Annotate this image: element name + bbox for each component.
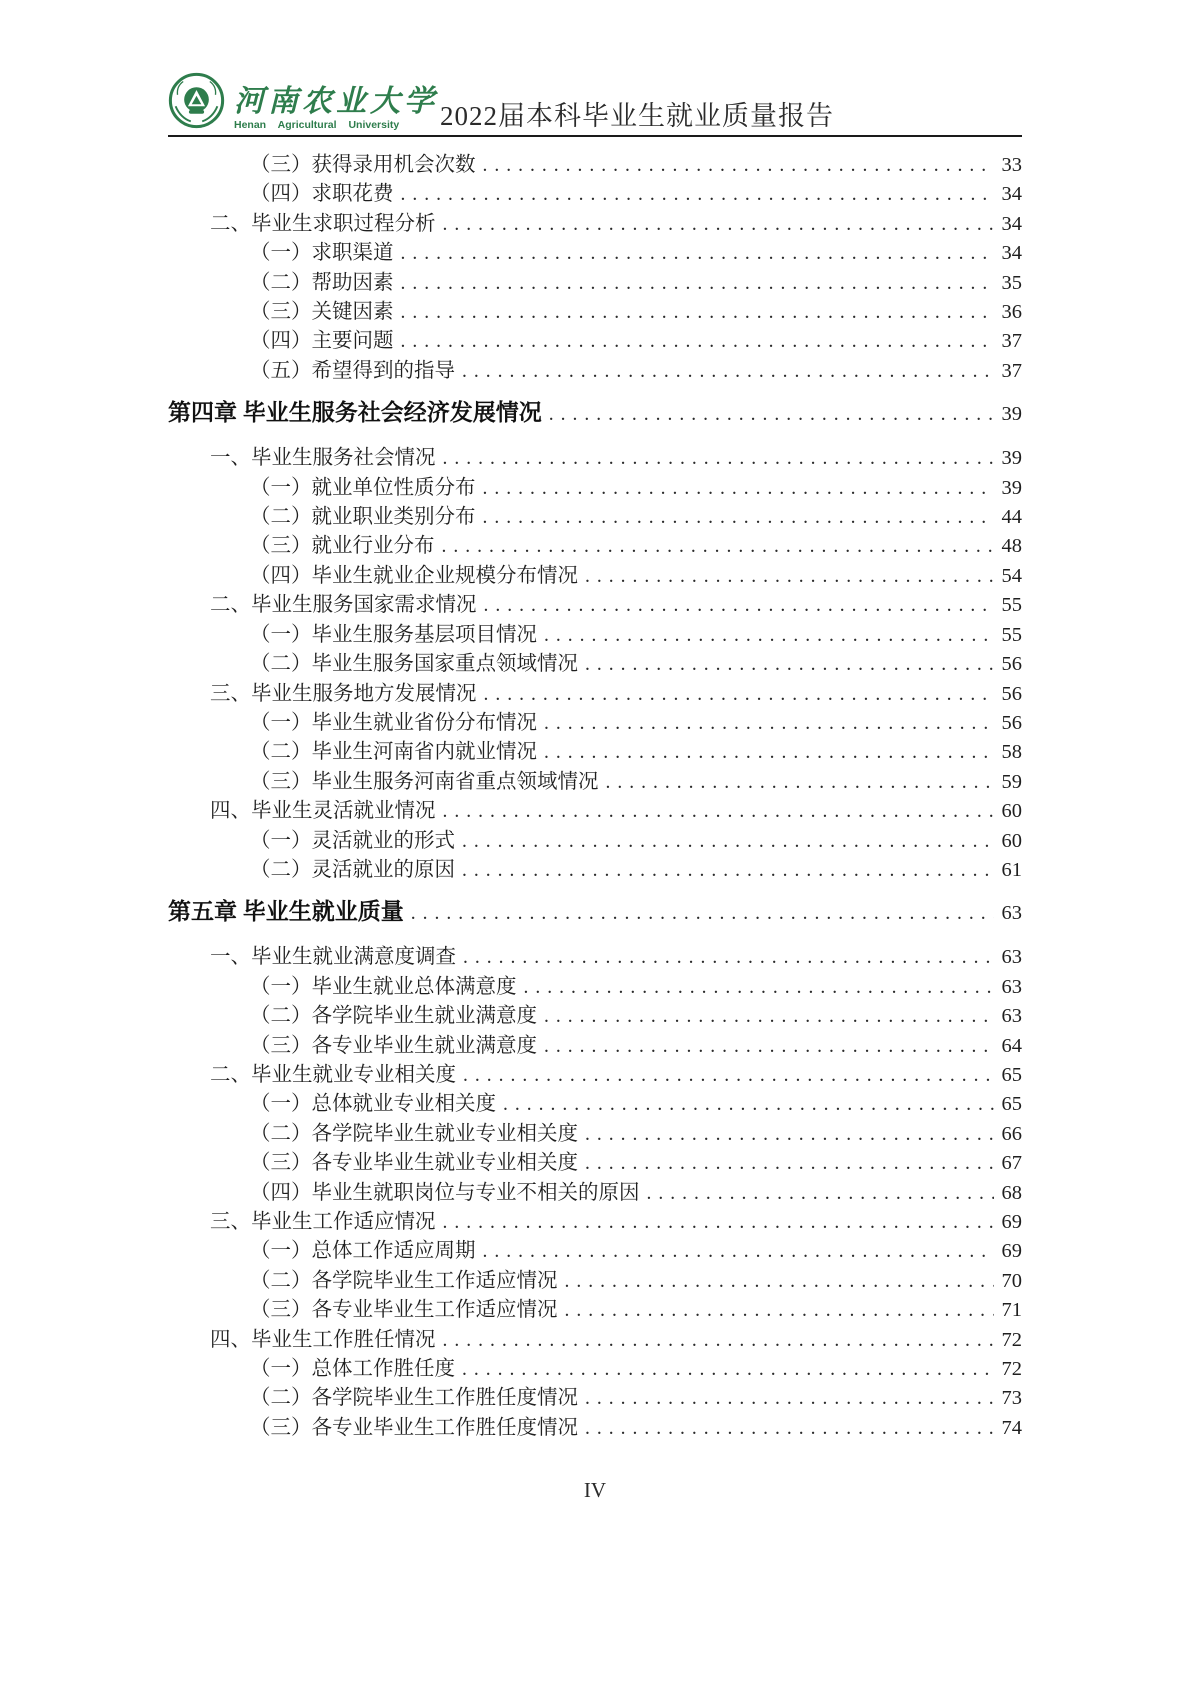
toc-entry-label: （一）灵活就业的形式 [250, 829, 455, 852]
toc-entry-label: 四、毕业生灵活就业情况 [210, 800, 436, 823]
toc-entry[interactable] [168, 738, 1022, 767]
toc-entry[interactable] [168, 562, 1022, 591]
dot-leader [585, 562, 994, 591]
dot-leader [462, 357, 994, 386]
toc-entry-label: （一）总体工作适应周期 [250, 1240, 476, 1263]
dot-leader [544, 1002, 994, 1031]
toc-entry-label: 第四章 毕业生服务社会经济发展情况 [168, 400, 542, 426]
toc-entry[interactable] [168, 1355, 1022, 1384]
dot-leader [401, 327, 994, 356]
toc-entry-label: （三）各专业毕业生工作胜任度情况 [250, 1416, 578, 1439]
dot-leader [484, 591, 994, 620]
dot-leader [401, 180, 994, 209]
dot-leader [443, 1326, 994, 1355]
toc-entry-label: （四）主要问题 [250, 330, 394, 353]
toc-entry-page: 39 [1001, 447, 1022, 470]
toc-entry-page: 69 [1001, 1211, 1022, 1233]
toc-entry-page: 60 [1001, 800, 1022, 823]
toc-entry-page: 64 [1001, 1034, 1022, 1057]
toc-entry-label: （四）求职花费 [250, 183, 394, 206]
toc-chapter-entry[interactable] [168, 895, 1022, 931]
toc-entry-page: 34 [1001, 212, 1022, 235]
toc-entry[interactable] [168, 1090, 1022, 1119]
toc-entry-label: （一）毕业生就业总体满意度 [250, 975, 517, 998]
toc-entry-page: 73 [1001, 1387, 1022, 1410]
toc-entry[interactable] [168, 1208, 1022, 1237]
toc-entry[interactable] [168, 269, 1022, 298]
toc-entry-label: 三、毕业生工作适应情况 [210, 1211, 436, 1233]
toc-entry-page: 72 [1001, 1358, 1022, 1381]
dot-leader [483, 503, 994, 532]
dot-leader [585, 650, 994, 679]
toc-entry[interactable] [168, 856, 1022, 885]
toc-entry[interactable] [168, 1061, 1022, 1090]
toc-entry-page: 34 [1001, 242, 1022, 265]
toc-entry-label: （二）就业职业类别分布 [250, 506, 476, 529]
report-title: 2022届本科毕业生就业质量报告 [440, 101, 834, 131]
dot-leader [549, 398, 994, 432]
toc-entry-label: （三）毕业生服务河南省重点领域情况 [250, 770, 599, 793]
dot-leader [401, 239, 994, 268]
toc-entry[interactable] [168, 973, 1022, 1002]
dot-leader [443, 210, 994, 239]
toc-entry[interactable] [168, 1384, 1022, 1413]
toc-entry[interactable] [168, 151, 1022, 180]
dot-leader [483, 474, 994, 503]
toc-entry[interactable] [168, 1179, 1022, 1208]
toc-entry[interactable] [168, 444, 1022, 473]
toc-entry[interactable] [168, 1237, 1022, 1266]
dot-leader [585, 1414, 994, 1443]
toc-entry[interactable] [168, 768, 1022, 797]
toc-entry[interactable] [168, 650, 1022, 679]
toc-entry[interactable] [168, 621, 1022, 650]
toc-entry-label: （一）求职渠道 [250, 242, 394, 265]
toc-entry[interactable] [168, 1326, 1022, 1355]
toc-entry-page: 65 [1001, 1063, 1022, 1086]
toc-entry[interactable] [168, 327, 1022, 356]
toc-entry-page: 58 [1001, 741, 1022, 764]
toc-entry-label: 四、毕业生工作胜任情况 [210, 1328, 436, 1351]
toc-entry-label: 二、毕业生求职过程分析 [210, 212, 436, 235]
toc-entry-label: （三）获得录用机会次数 [250, 154, 476, 176]
toc-entry-page: 61 [1001, 858, 1022, 881]
toc-entry-page: 63 [1001, 946, 1022, 969]
dot-leader [565, 1296, 994, 1325]
toc-entry[interactable] [168, 1267, 1022, 1296]
toc-entry-page: 63 [1001, 1005, 1022, 1028]
toc-entry-label: （二）毕业生服务国家重点领域情况 [250, 653, 578, 676]
toc-entry-label: （一）总体就业专业相关度 [250, 1093, 496, 1116]
dot-leader [606, 768, 994, 797]
toc-entry-label: 三、毕业生服务地方发展情况 [210, 682, 477, 705]
dot-leader [585, 1384, 994, 1413]
toc-entry-page: 56 [1001, 682, 1022, 705]
toc-entry-page: 54 [1001, 564, 1022, 587]
page-number: IV [583, 1478, 607, 1502]
toc-entry[interactable] [168, 503, 1022, 532]
toc-entry-label: （一）就业单位性质分布 [250, 476, 476, 499]
toc-entry-page: 34 [1001, 183, 1022, 206]
toc-entry-page: 37 [1001, 330, 1022, 353]
toc-entry-page: 39 [1001, 403, 1022, 426]
toc-entry[interactable] [168, 180, 1022, 209]
toc-entry[interactable] [168, 797, 1022, 826]
toc-entry-page: 63 [1001, 902, 1022, 925]
toc-entry-label: （二）各学院毕业生工作胜任度情况 [250, 1387, 578, 1410]
toc-entry[interactable] [168, 943, 1022, 972]
toc-entry-label: （二）灵活就业的原因 [250, 858, 455, 881]
toc-entry-page: 55 [1001, 594, 1022, 617]
dot-leader [565, 1267, 994, 1296]
toc-entry-page: 59 [1001, 770, 1022, 793]
dot-leader [463, 1061, 994, 1090]
toc-entry-page: 55 [1001, 623, 1022, 646]
toc-entry-label: （二）帮助因素 [250, 271, 394, 294]
dot-leader [585, 1149, 994, 1178]
dot-leader [401, 298, 994, 327]
toc-entry-page: 63 [1001, 975, 1022, 998]
toc-entry[interactable] [168, 1149, 1022, 1178]
toc-entry-label: （二）各学院毕业生工作适应情况 [250, 1269, 558, 1292]
toc-entry[interactable] [168, 239, 1022, 268]
dot-leader [544, 709, 994, 738]
dot-leader [544, 1032, 994, 1061]
dot-leader [462, 856, 994, 885]
dot-leader [544, 738, 994, 767]
toc-entry-page: 69 [1001, 1240, 1022, 1263]
toc-entry-page: 56 [1001, 711, 1022, 734]
dot-leader [544, 621, 994, 650]
dot-leader [483, 151, 994, 180]
toc-entry-page: 65 [1001, 1093, 1022, 1116]
toc-entry[interactable] [168, 709, 1022, 738]
toc-entry[interactable] [168, 532, 1022, 561]
dot-leader [524, 973, 994, 1002]
dot-leader [483, 1237, 994, 1266]
toc-entry[interactable] [168, 1032, 1022, 1061]
toc-entry-page: 66 [1001, 1122, 1022, 1145]
toc-entry-page: 44 [1001, 506, 1022, 529]
university-name-en: Henan Agricultural University [234, 118, 400, 131]
toc-entry[interactable] [168, 298, 1022, 327]
toc-entry-label: （三）各专业毕业生就业专业相关度 [250, 1152, 578, 1175]
toc-entry-label: （三）关键因素 [250, 301, 394, 324]
toc-entry-label: （二）各学院毕业生就业满意度 [250, 1005, 537, 1028]
toc-entry-page: 74 [1001, 1416, 1022, 1439]
toc-entry-label: （三）各专业毕业生就业满意度 [250, 1034, 537, 1057]
university-emblem-icon [168, 72, 225, 129]
toc-entry-label: （三）就业行业分布 [250, 535, 435, 558]
toc-entry[interactable] [168, 827, 1022, 856]
toc-entry-page: 70 [1001, 1269, 1022, 1292]
toc-entry-label: 一、毕业生就业满意度调查 [210, 946, 456, 969]
page-header [168, 72, 1022, 137]
toc-entry-page: 68 [1001, 1181, 1022, 1204]
dot-leader [443, 444, 994, 473]
toc-entry[interactable] [168, 210, 1022, 239]
dot-leader [462, 827, 994, 856]
toc-entry-label: 第五章 毕业生就业质量 [168, 899, 404, 925]
toc-entry[interactable] [168, 1002, 1022, 1031]
toc-entry-label: 二、毕业生服务国家需求情况 [210, 594, 477, 617]
toc-entry-label: （一）总体工作胜任度 [250, 1358, 455, 1381]
dot-leader [585, 1120, 994, 1149]
dot-leader [647, 1179, 994, 1208]
toc-entry-label: （四）毕业生就职岗位与专业不相关的原因 [250, 1181, 640, 1204]
toc-entry-label: （三）各专业毕业生工作适应情况 [250, 1299, 558, 1322]
toc-entry-label: （五）希望得到的指导 [250, 359, 455, 382]
dot-leader [443, 797, 994, 826]
toc-entry-label: 二、毕业生就业专业相关度 [210, 1063, 456, 1086]
toc-entry-page: 67 [1001, 1152, 1022, 1175]
toc-entry-page: 72 [1001, 1328, 1022, 1351]
toc-entry[interactable] [168, 1296, 1022, 1325]
toc-entry-page: 37 [1001, 359, 1022, 382]
toc-entry-label: （一）毕业生服务基层项目情况 [250, 623, 537, 646]
toc-entry[interactable] [168, 1414, 1022, 1443]
toc-entry[interactable] [168, 591, 1022, 620]
dot-leader [503, 1090, 994, 1119]
dot-leader [401, 269, 994, 298]
toc-entry-page: 36 [1001, 301, 1022, 324]
toc-entry-label: （一）毕业生就业省份分布情况 [250, 711, 537, 734]
toc-entry-page: 39 [1001, 476, 1022, 499]
dot-leader [442, 532, 994, 561]
toc-entry-page: 56 [1001, 653, 1022, 676]
toc-entry-page: 35 [1001, 271, 1022, 294]
toc-entry-label: （二）各学院毕业生就业专业相关度 [250, 1122, 578, 1145]
toc-chapter-entry[interactable] [168, 396, 1022, 432]
toc-entry[interactable] [168, 1120, 1022, 1149]
toc-entry[interactable] [168, 357, 1022, 386]
dot-leader [462, 1355, 994, 1384]
toc-entry-page: 48 [1001, 535, 1022, 558]
dot-leader [484, 680, 994, 709]
dot-leader [411, 897, 994, 931]
toc-entry-page: 60 [1001, 829, 1022, 852]
toc-entry[interactable] [168, 680, 1022, 709]
university-name-block [234, 84, 438, 131]
toc-entry-page: 33 [1001, 154, 1022, 176]
toc-entry-label: （四）毕业生就业企业规模分布情况 [250, 564, 578, 587]
toc-entry[interactable] [168, 474, 1022, 503]
dot-leader [443, 1208, 994, 1237]
toc-list [168, 151, 1022, 1443]
dot-leader [463, 943, 994, 972]
toc-entry-label: （二）毕业生河南省内就业情况 [250, 741, 537, 764]
university-name-cn: 河南农业大学 [234, 84, 438, 118]
toc-entry-label: 一、毕业生服务社会情况 [210, 447, 436, 470]
toc-entry-page: 71 [1001, 1299, 1022, 1322]
